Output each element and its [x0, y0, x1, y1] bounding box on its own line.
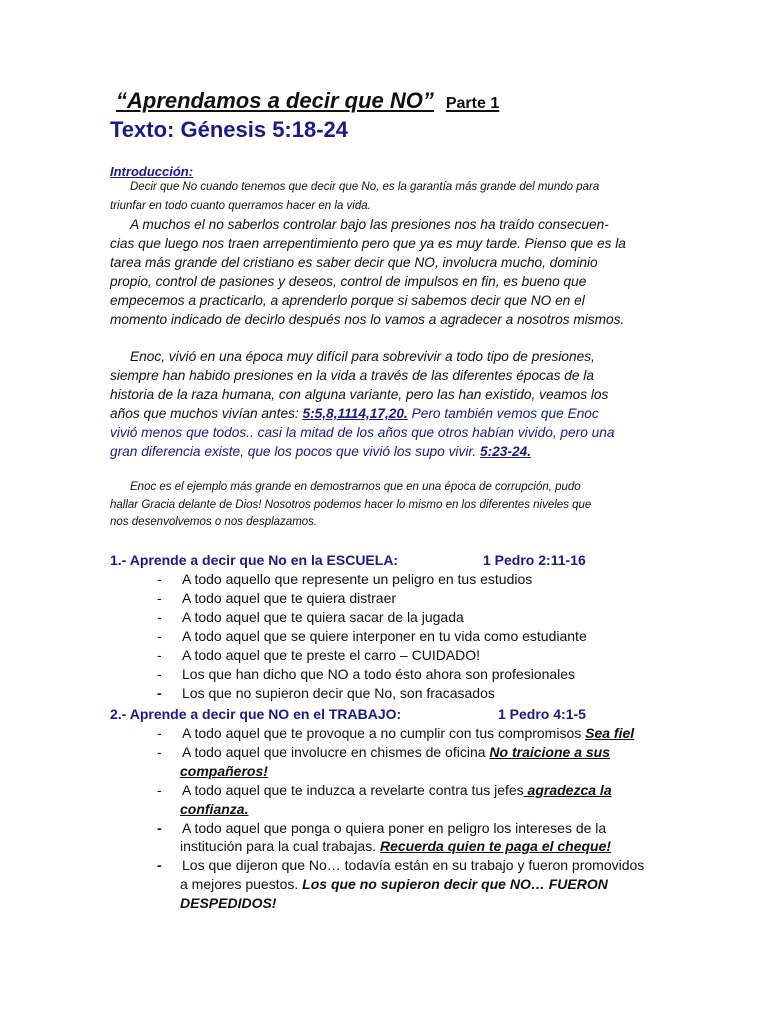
p3-line: hallar Gracia delante de Dios! Nosotros podemos hacer lo mismo en los diferentes niveles que [110, 499, 592, 511]
bullet-dash: - [157, 820, 162, 836]
scripture-link[interactable]: 5:5,8,1114,17,20. [302, 406, 408, 421]
item-emphasis: DESPEDIDOS! [180, 895, 277, 911]
item-text: a mejores puestos. [180, 876, 303, 892]
section2-item: A todo aquel que ponga o quiera poner en peligro los intereses de la [182, 820, 607, 836]
part-label: Parte 1 [445, 95, 500, 112]
section1-item: Los que han dicho que NO a todo ésto ahora son profesionales [182, 666, 576, 682]
p1-line: empecemos a practicarlo, a aprenderlo porque si sabemos decir que NO en el [110, 293, 585, 308]
p3-line: nos desenvolvemos o nos desplazamos. [110, 516, 318, 528]
p2-line: Enoc, vivió en una época muy difícil para sobrevivir a todo tipo de presiones, [130, 349, 595, 364]
section1-item: A todo aquello que represente un peligro en tus estudios [182, 571, 533, 587]
p2-line [110, 444, 531, 459]
item-emphasis: confianza. [180, 801, 249, 817]
title-text: “Aprendamos a decir que NO” [116, 88, 434, 113]
p2-line: siempre han habido presiones en la vida a través de las diferentes épocas de la [110, 368, 594, 383]
bullet-dash: - [157, 647, 162, 663]
p1-line: momento indicado de decirlo después nos lo vamos a agradecer a nosotros mismos. [110, 312, 625, 327]
scripture-link[interactable]: 5:23-24. [480, 444, 531, 459]
item-emphasis: Recuerda quien te paga el cheque! [380, 838, 612, 854]
section1-item: Los que no supieron decir que No, son fracasados [182, 685, 495, 701]
texto-reference: Texto: Génesis 5:18-24 [110, 117, 349, 142]
section2-item [182, 782, 612, 798]
bullet-dash: - [157, 782, 162, 798]
bullet-dash: - [157, 628, 162, 644]
bullet-dash: - [157, 571, 162, 587]
item-text: institución para la cual trabajas. [180, 838, 380, 854]
bullet-dash: - [157, 725, 162, 741]
section2-item: Los que dijeron que No… todavía están en su trabajo y fueron promovidos [182, 857, 645, 873]
section1-item: A todo aquel que te quiera distraer [182, 590, 397, 606]
section2-item-cont [180, 838, 611, 854]
bullet-dash: - [157, 685, 162, 701]
section2-item-cont [180, 876, 608, 892]
section1-item: A todo aquel que te quiera sacar de la jugada [182, 609, 464, 625]
section2-heading: 2.- Aprende a decir que NO en el TRABAJO: [110, 706, 402, 722]
item-emphasis: Los que no supieron decir que NO… FUERON [302, 876, 608, 892]
p3-line: Enoc es el ejemplo más grande en demostrarnos que en una época de corrupción, pudo [130, 481, 581, 493]
p2-line: historia de la raza humana, con alguna variante, pero las han existido, veamos los [110, 387, 609, 402]
intro-small-line: Decir que No cuando tenemos que decir que No, es la garantía más grande del mundo para [130, 181, 600, 193]
section2-reference: 1 Pedro 4:1-5 [498, 706, 586, 722]
item-text: A todo aquel que involucre en chismes de oficina [182, 744, 490, 760]
p1-line: cias que luego nos traen arrepentimiento pero que ya es muy tarde. Pienso que es la [110, 236, 626, 251]
p1-line: A muchos el no saberlos controlar bajo las presiones nos ha traído consecuen- [130, 217, 609, 232]
item-text: A todo aquel que te provoque a no cumplir con tus compromisos [182, 725, 586, 741]
item-text: A todo aquel que te induzca a revelarte contra tus jefes [182, 782, 524, 798]
intro-small-line: triunfar en todo cuanto querramos hacer en la vida. [110, 200, 371, 212]
item-emphasis: No traicione a sus [489, 744, 611, 760]
intro-heading: Introducción: [110, 164, 194, 179]
bullet-dash: - [157, 590, 162, 606]
bullet-dash: - [157, 857, 162, 873]
p2-line-blue: Pero también vemos que Enoc [407, 406, 599, 421]
section2-item [182, 744, 610, 760]
section1-reference: 1 Pedro 2:11-16 [483, 552, 586, 568]
bullet-dash: - [157, 744, 162, 760]
document-title [116, 88, 499, 114]
item-emphasis: compañeros! [180, 763, 268, 779]
item-emphasis: agradezca la [523, 782, 612, 798]
section1-item: A todo aquel que se quiere interponer en tu vida como estudiante [182, 628, 587, 644]
bullet-dash: - [157, 609, 162, 625]
p2-line-text: años que muchos vivían antes: [110, 406, 303, 421]
item-emphasis: Sea fiel [585, 725, 635, 741]
p1-line: propio, control de pasiones y deseos, control de impulsos en fin, es bueno que [110, 274, 587, 289]
p2-line-blue: gran diferencia existe, que los pocos que vivió los supo vivir. [110, 444, 481, 459]
bullet-dash: - [157, 666, 162, 682]
p2-line-blue: vivió menos que todos.. casi la mitad de los años que otros habían vivido, pero una [110, 425, 615, 440]
p1-line: tarea más grande del cristiano es saber decir que NO, involucra mucho, dominio [110, 255, 598, 270]
section1-item: A todo aquel que te preste el carro – CUIDADO! [182, 647, 481, 663]
p2-line [110, 406, 599, 421]
section1-heading: 1.- Aprende a decir que No en la ESCUELA: [110, 552, 399, 568]
section2-item [182, 725, 634, 741]
